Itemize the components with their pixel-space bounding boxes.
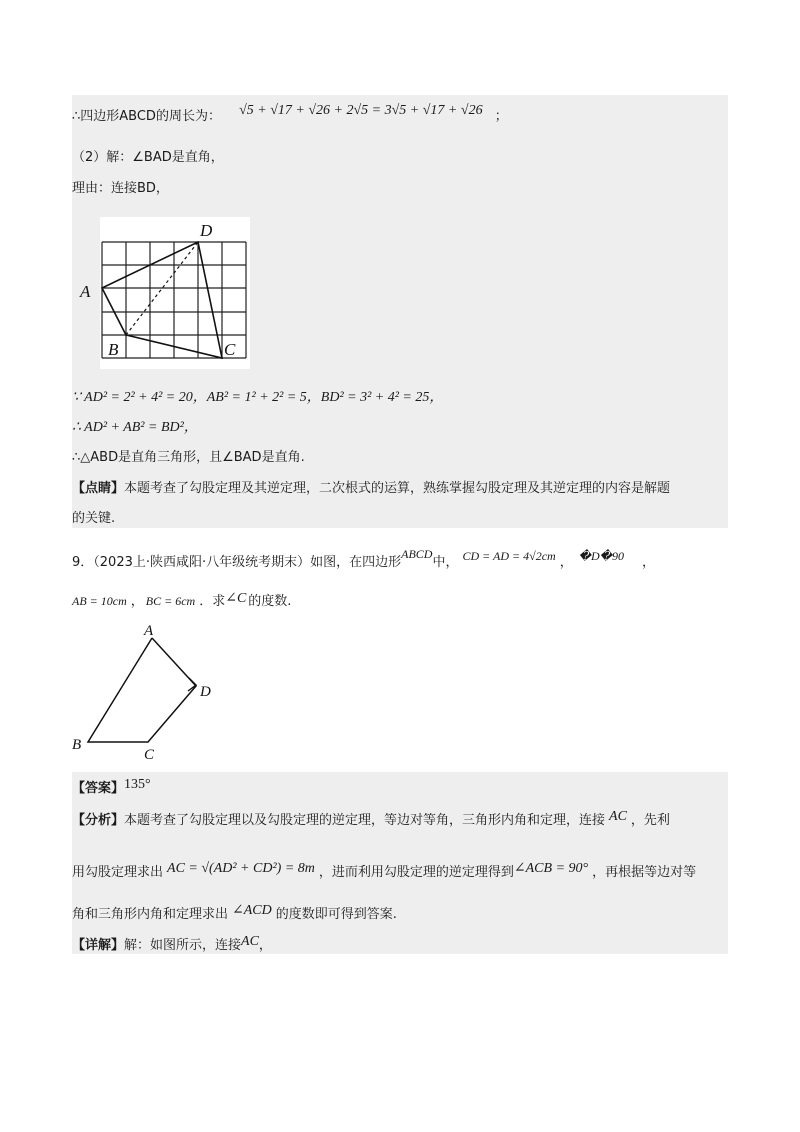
problem9-sep-3: ， [130, 594, 144, 609]
comment-tag: 【点睛】 [72, 481, 125, 496]
problem9-line-1 [72, 547, 656, 572]
analysis-line-3 [72, 903, 397, 924]
analysis-tag: 【分析】 [72, 813, 125, 828]
quadrilateral-outline [88, 638, 196, 742]
analysis-text-2-mid: ，进而利用勾股定理的逆定理得到 [318, 865, 514, 880]
quad-label-c: C [144, 747, 155, 762]
problem9-given-cd-ad: CD = AD = 4√2cm [462, 549, 556, 563]
analysis-text-1-end: ，先利 [630, 813, 670, 828]
analysis-text-1: 本题考查了勾股定理以及勾股定理的逆定理，等边对等角，三角形内角和定理，连接 [124, 813, 606, 828]
problem9-ask-angle: ∠C [225, 591, 247, 606]
analysis-math-acd: ∠ACD [232, 903, 272, 918]
grid-label-a: A [80, 282, 91, 301]
problem9-given-ab: AB = 10cm [72, 594, 127, 608]
perimeter-end: ； [494, 109, 508, 124]
equation-lengths: ∵ AD² = 2² + 4² = 20，AB² = 1² + 2² = 5，BD² = 3² + 4² = 25， [72, 390, 444, 405]
conclusion-right-angle: ∴△ABD是直角三角形，且∠BAD是直角. [72, 450, 305, 465]
grid-label-b: B [108, 340, 119, 359]
grid-label-d: D [200, 221, 213, 240]
problem9-given-bc: BC = 6cm [145, 594, 196, 608]
grid-label-c: C [224, 340, 236, 359]
part2-reason: 理由：连接BD， [72, 181, 169, 196]
problem9-sep-2: ， [642, 555, 656, 570]
right-angle-mark-d [188, 678, 196, 691]
perimeter-line [72, 103, 508, 126]
analysis-math-acb: ∠ACB = 90° [513, 861, 589, 876]
comment-line-1 [72, 480, 670, 498]
analysis-text-2-pre: 用勾股定理求出 [72, 865, 164, 880]
analysis-text-3-end: 的度数即可得到答案. [275, 907, 397, 922]
analysis-line-1 [72, 809, 670, 830]
problem9-middle: 中， [432, 555, 459, 570]
problem9-quad-name: ABCD [401, 547, 433, 561]
problem9-ask-post: 的度数. [248, 594, 292, 609]
detail-text: 解：如图所示，连接 [124, 938, 242, 953]
problem9-sep-1: ， [559, 555, 573, 570]
part2-heading: （2）解：∠BAD是直角， [72, 150, 224, 165]
answer-line [72, 777, 151, 798]
grid-quadrilateral-figure [78, 217, 250, 369]
perimeter-formula: √5 + √17 + √26 + 2√5 = 3√5 + √17 + √26 [239, 103, 483, 118]
detail-line [72, 934, 272, 955]
quad-label-a: A [144, 623, 154, 639]
problem9-line-2 [72, 592, 291, 611]
comment-text-1: 本题考查了勾股定理及其逆定理，二次根式的运算，熟练掌握勾股定理及其逆定理的内容是解题 [124, 481, 671, 496]
detail-tag: 【详解】 [72, 938, 125, 953]
analysis-text-3-pre: 角和三角形内角和定理求出 [72, 907, 229, 922]
answer-tag: 【答案】 [72, 781, 125, 796]
problem9-given-angle-d: �D�90 [578, 549, 625, 563]
equation-sum: ∴ AD² + AB² = BD²， [72, 420, 198, 435]
analysis-text-2-end: ，再根据等边对等 [592, 865, 697, 880]
detail-math-ac: AC [241, 934, 259, 949]
quad-label-b: B [72, 737, 82, 753]
quadrilateral-figure [64, 622, 234, 762]
quad-label-d: D [200, 684, 211, 700]
analysis-math-ac-length: AC = √(AD² + CD²) = 8m [167, 861, 315, 876]
comment-line-2: 的关键. [72, 511, 116, 526]
perimeter-label: ∴四边形ABCD的周长为： [72, 109, 221, 124]
problem9-ask-pre: ．求 [199, 594, 226, 609]
analysis-line-2 [72, 861, 697, 882]
problem9-number-source: 9．（2023上·陕西咸阳·八年级统考期末）如图，在四边形 [72, 555, 402, 570]
answer-value: 135° [124, 777, 151, 792]
detail-end: ， [258, 938, 272, 953]
analysis-math-ac: AC [609, 809, 627, 824]
